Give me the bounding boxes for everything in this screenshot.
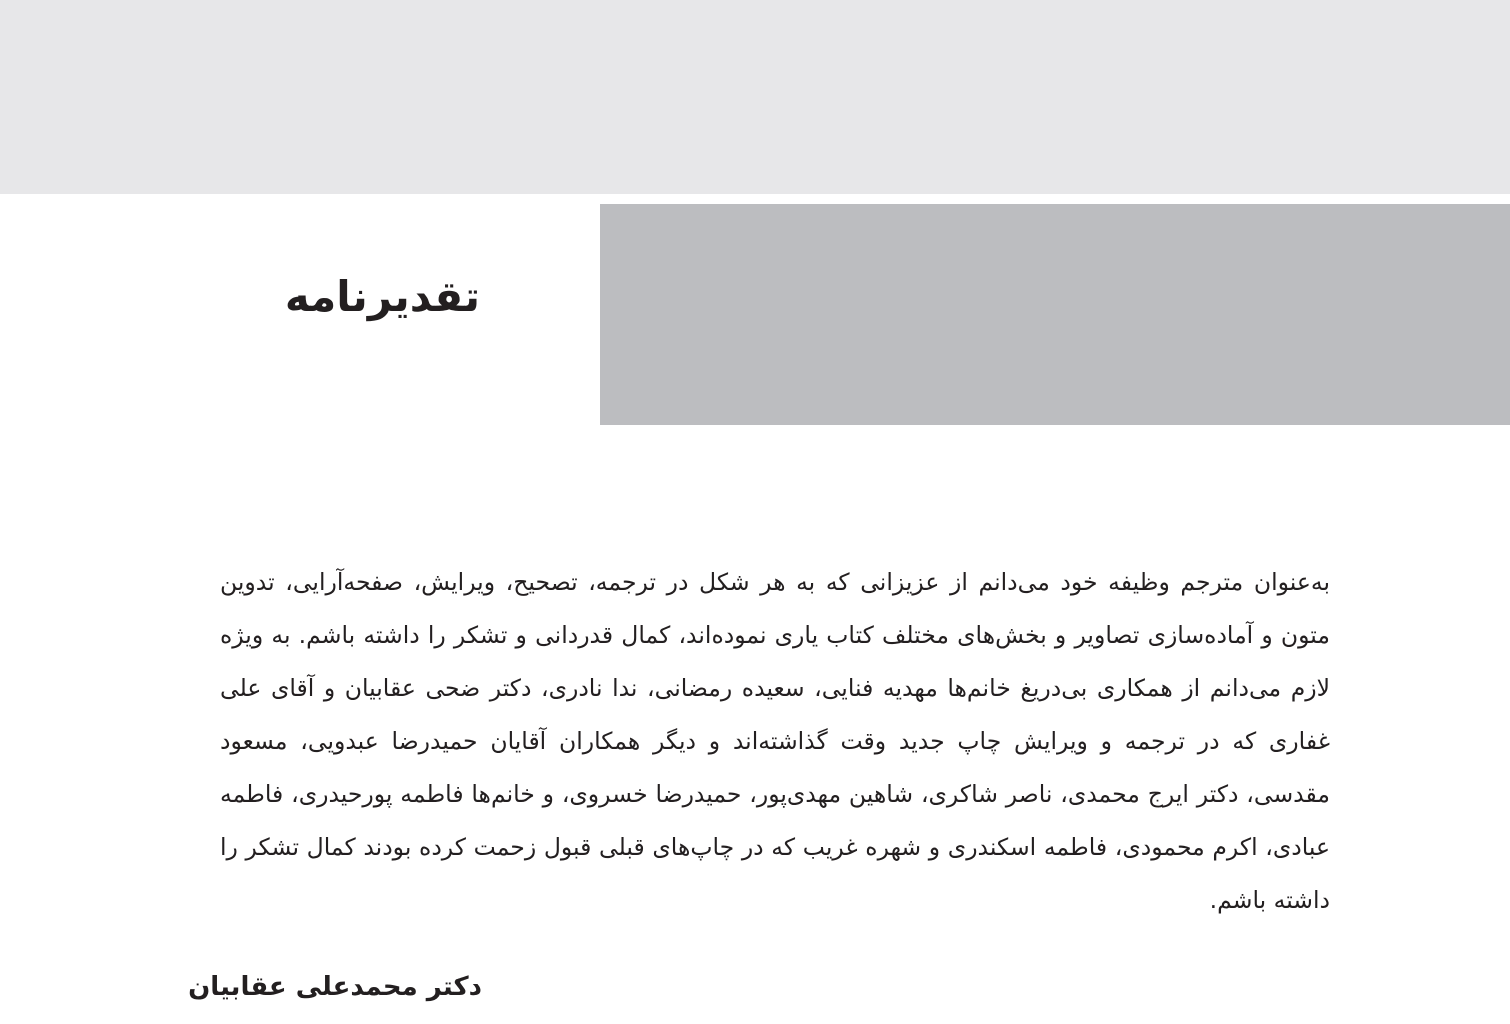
author-signature: دکتر محمدعلی عقابیان xyxy=(188,972,482,1002)
decorative-gray-block xyxy=(600,204,1510,425)
header-band xyxy=(0,0,1510,194)
page-title: تقدیرنامه xyxy=(284,272,480,321)
acknowledgement-paragraph: به‌عنوان مترجم وظیفه خود می‌دانم از عزیزانی که به هر شکل در ترجمه، تصحیح، ویرایش، صفحه‌آرایی، تدوین متون و آماده‌سازی تصاویر و بخش‌های مختلف کتاب یاری نموده‌اند، کمال قدردانی و تشکر را داشته باشم. به ویژه لازم می‌دانم از همکاری بی‌دریغ خانم‌ها مهدیه فنایی، سعیده رمضانی، ندا نادری، دکتر ضحی عقابیان و آقای علی غفاری که در ترجمه و ویرایش چاپ جدید وقت گذاشته‌اند و دیگر همکاران آقایان حمیدرضا عبدویی، مسعود مقدسی، دکتر ایرج محمدی، ناصر شاکری، شاهین مهدی‌پور، حمیدرضا خسروی، و خانم‌ها فاطمه پورحیدری، فاطمه عبادی، اکرم محمودی، فاطمه اسکندری و شهره غریب که در چاپ‌های قبلی قبول زحمت کرده بودند کمال تشکر را داشته باشم. xyxy=(220,568,1330,914)
